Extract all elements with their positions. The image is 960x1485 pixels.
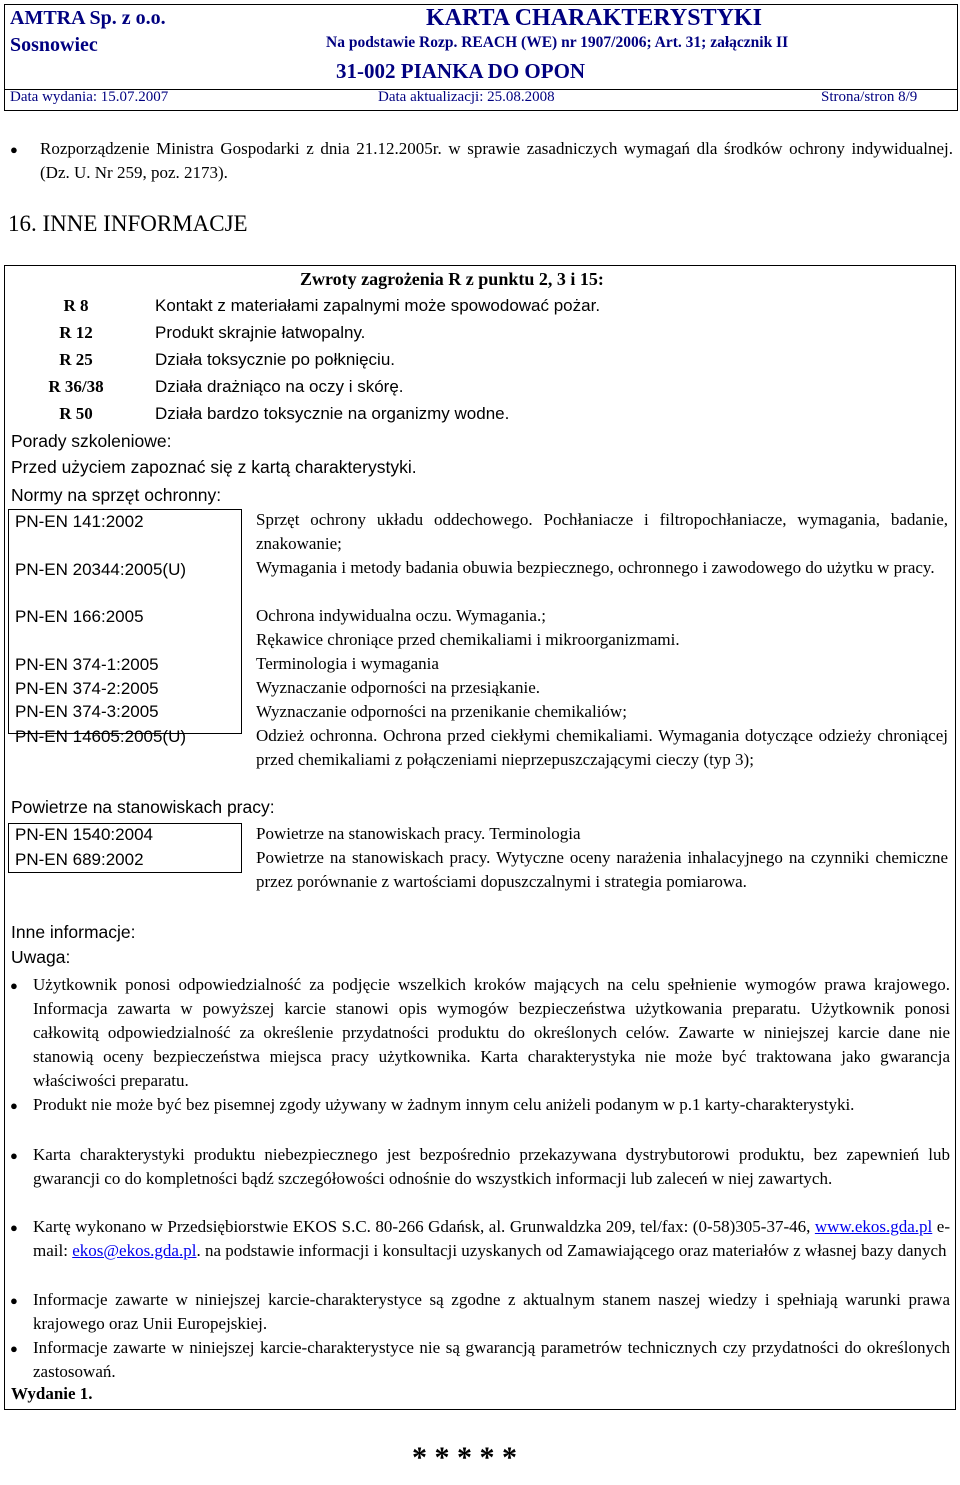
- other-info-heading: Inne informacje:: [11, 922, 136, 942]
- standard-description: Wyznaczanie odporności na przesiąkanie.: [256, 678, 541, 697]
- note-paragraph: Informacje zawarte w niniejszej karcie-charakterystyce nie są gwarancją parametrów technicznych czy przydatności do określonych zastosowań.: [33, 1338, 950, 1381]
- bullet-icon: ●: [10, 142, 18, 157]
- issue-date: Data wydania: 15.07.2007: [10, 89, 169, 105]
- r-phrase-text: Produkt skrajnie łatwopalny.: [155, 323, 366, 342]
- standard-code: PN-EN 374-3:2005: [15, 702, 159, 721]
- r-phrase-code: R 50: [59, 404, 93, 423]
- r-phrase-text: Kontakt z materiałami zapalnymi może spowodować pożar.: [155, 296, 601, 315]
- standard-description: Sprzęt ochrony układu oddechowego. Pochłaniacze i filtropochłaniacze, wymagania, badanie, znakowanie;: [256, 510, 948, 553]
- note-paragraph: Informacje zawarte w niniejszej karcie-charakterystyce są zgodne z aktualnym stanem naszej wiedzy i spełniają warunki prawa krajowego oraz Unii Europejskiej.: [33, 1290, 950, 1333]
- standard-code: PN-EN 689:2002: [15, 850, 144, 869]
- r-phrase-code: R 8: [63, 296, 89, 315]
- product-name: 31-002 PIANKA DO OPON: [336, 59, 586, 83]
- page-number: Strona/stron 8/9: [821, 89, 918, 105]
- equipment-standards-heading: Normy na sprzęt ochronny:: [11, 485, 222, 505]
- standard-description: Powietrze na stanowiskach pracy. Wytyczne oceny narażenia inhalacyjnego na czynniki chemiczne przez porównanie z wartościami dopuszczalnymi i strategia pomiarowa.: [256, 848, 948, 891]
- standard-code: PN-EN 374-1:2005: [15, 655, 159, 674]
- note-email-label: e-mail:: [33, 1217, 951, 1260]
- r-phrase-code: R 12: [59, 323, 93, 342]
- email-link[interactable]: ekos@ekos.gda.pl: [72, 1241, 197, 1260]
- standard-description: Wyznaczanie odporności na przenikanie chemikaliów;: [256, 702, 627, 721]
- edition-label: Wydanie 1.: [11, 1384, 93, 1403]
- standard-code: PN-EN 141:2002: [15, 512, 144, 531]
- note-paragraph-contact: [33, 1215, 950, 1263]
- document-title: KARTA CHARAKTERYSTYKI: [426, 5, 762, 31]
- bullet-icon: ●: [10, 1148, 18, 1163]
- r-phrases-title: Zwroty zagrożenia R z punktu 2, 3 i 15:: [300, 269, 604, 289]
- note-contact-text: Kartę wykonano w Przedsiębiorstwie EKOS S.C. 80-266 Gdańsk, al. Grunwaldzka 209, tel/fax: (0-58)305-37-46,: [33, 1217, 811, 1236]
- section-16-heading: 16. INNE INFORMACJE: [8, 211, 248, 236]
- bullet-icon: ●: [10, 1341, 18, 1356]
- company-city: Sosnowiec: [10, 34, 98, 56]
- end-of-document-mark: * * * * *: [412, 1441, 517, 1474]
- bullet-icon: ●: [10, 1293, 18, 1308]
- bullet-icon: ●: [10, 1220, 18, 1235]
- r-phrase-code: R 36/38: [48, 377, 104, 396]
- standard-description: Odzież ochronna. Ochrona przed ciekłymi chemikaliami. Wymagania dotyczące odzieży chroniącej przed chemikaliami z połączeniami nieprzepuszczającymi cieczy (typ 3);: [256, 726, 948, 769]
- standard-code: PN-EN 374-2:2005: [15, 679, 159, 698]
- standard-description: Powietrze na stanowiskach pracy. Terminologia: [256, 824, 581, 843]
- bullet-icon: ●: [10, 1098, 18, 1113]
- standard-code: PN-EN 20344:2005(U): [15, 560, 187, 579]
- standard-description: Terminologia i wymagania: [256, 654, 439, 673]
- update-date: Data aktualizacji: 25.08.2008: [378, 89, 555, 105]
- standard-description: Ochrona indywidualna oczu. Wymagania.;: [256, 606, 546, 625]
- note-paragraph: Karta charakterystyki produktu niebezpiecznego jest bezpośrednio przekazywana dystrybutorowi produktu, bez zapewnień lub gwarancji co do kompletności bądź szczegółowości odnośnie do wszystkich informacji lub zaleceń w niej zawartych.: [33, 1145, 950, 1188]
- training-text: Przed użyciem zapoznać się z kartą charakterystyki.: [11, 457, 417, 477]
- r-phrase-text: Działa drażniąco na oczy i skórę.: [155, 377, 404, 396]
- workplace-air-heading: Powietrze na stanowiskach pracy:: [11, 797, 275, 817]
- r-phrase-text: Działa toksycznie po połknięciu.: [155, 350, 396, 369]
- regulation-reference: Na podstawie Rozp. REACH (WE) nr 1907/2006; Art. 31; załącznik II: [326, 34, 789, 51]
- intro-regulation-text: Rozporządzenie Ministra Gospodarki z dnia 21.12.2005r. w sprawie zasadniczych wymagań dla środków ochrony indywidualnej. (Dz. U. Nr 259, poz. 2173).: [40, 139, 953, 182]
- website-link[interactable]: www.ekos.gda.pl: [814, 1217, 933, 1236]
- bullet-icon: ●: [10, 978, 18, 993]
- note-paragraph: Użytkownik ponosi odpowiedzialność za podjęcie wszelkich kroków mających na celu spełnienie wymogów prawa krajowego. Informacja zawarta w powyższej karcie stanowi opis wymogów bezpieczeństwa użytkowania preparatu. Użytkownik ponosi całkowitą odpowiedzialność za określenie przydatności produktu do określonych celów. Zawarte w niniejszej karcie dane nie stanowią oceny bezpieczeństwa miejsca pracy użytkownika. Karta charakterystyka nie może być traktowana jako gwarancja właściwości preparatu.: [33, 975, 950, 1090]
- note-contact-tail: . na podstawie informacji i konsultacji uzyskanych od Zamawiającego oraz materiałów z własnej bazy danych: [196, 1241, 947, 1260]
- standard-description: Rękawice chroniące przed chemikaliami i mikroorganizmami.: [256, 630, 680, 649]
- standard-code: PN-EN 166:2005: [15, 607, 144, 626]
- note-paragraph: Produkt nie może być bez pisemnej zgody używany w żadnym innym celu aniżeli podanym w p.1 karty-charakterystyki.: [33, 1095, 855, 1114]
- standard-description: Wymagania i metody badania obuwia bezpiecznego, ochronnego i zawodowego do użytku w pracy.: [256, 558, 935, 577]
- standard-code: PN-EN 14605:2005(U): [15, 727, 187, 746]
- r-phrase-code: R 25: [59, 350, 93, 369]
- r-phrase-text: Działa bardzo toksycznie na organizmy wodne.: [155, 404, 510, 423]
- note-heading: Uwaga:: [11, 947, 71, 967]
- company-name: AMTRA Sp. z o.o.: [10, 7, 166, 29]
- standard-code: PN-EN 1540:2004: [15, 825, 153, 844]
- training-heading: Porady szkoleniowe:: [11, 431, 172, 451]
